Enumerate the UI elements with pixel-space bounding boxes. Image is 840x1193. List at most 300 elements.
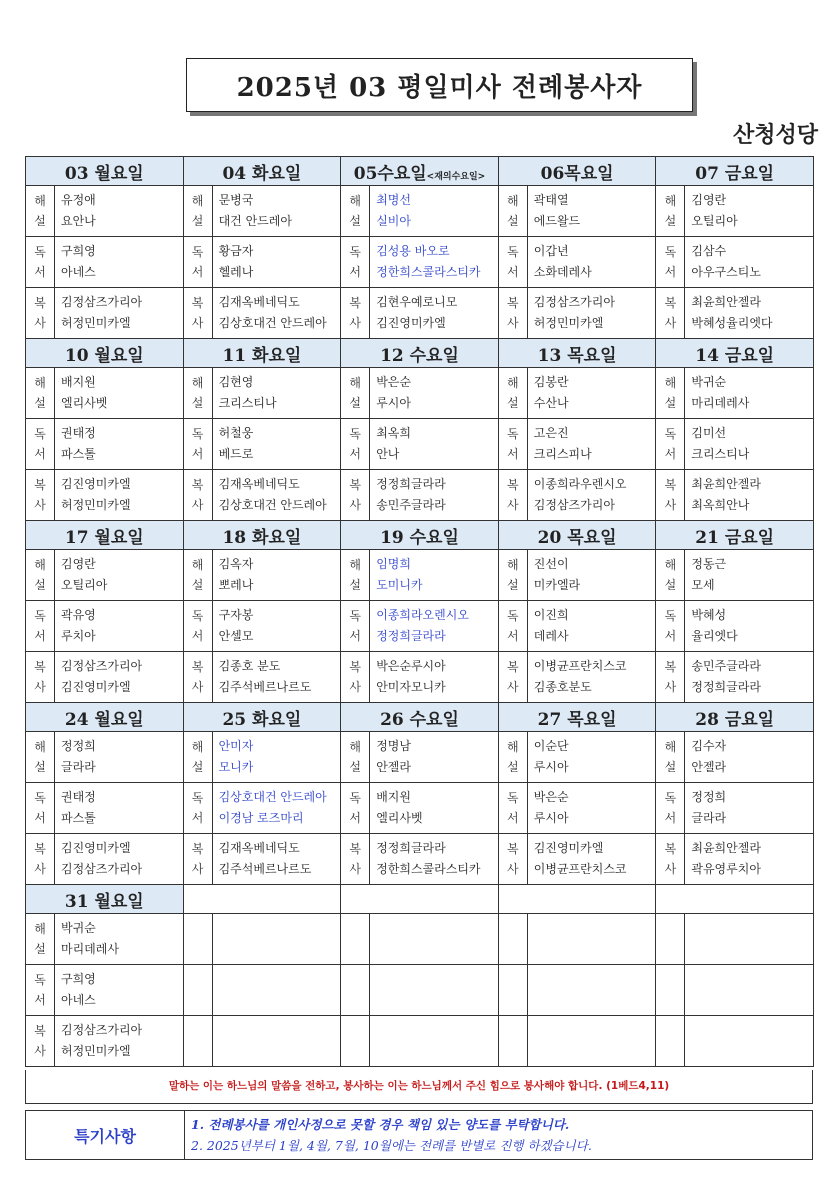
role-char: 설 xyxy=(191,214,204,228)
role-char: 독 xyxy=(34,973,46,987)
empty-cell xyxy=(656,914,685,965)
role-char: 독 xyxy=(506,245,519,259)
empty-cell xyxy=(685,965,814,1016)
volunteer-name: 루치아 xyxy=(61,629,96,643)
day-header xyxy=(183,339,341,368)
empty-cell xyxy=(341,1016,370,1067)
volunteer-name: 소화데레사 xyxy=(533,265,592,279)
role-char: 사 xyxy=(349,862,361,876)
role-label xyxy=(26,550,55,601)
role-char: 해 xyxy=(191,740,204,754)
volunteer-name: 김삼수 xyxy=(691,244,727,258)
assigned-names xyxy=(55,965,184,1016)
role-char: 사 xyxy=(506,680,519,694)
assigned-names xyxy=(527,834,656,885)
volunteer-name: 곽유영루치아 xyxy=(691,862,761,876)
empty-cell xyxy=(341,914,370,965)
role-row xyxy=(26,237,814,288)
volunteer-name: 김미선 xyxy=(691,426,727,440)
day-header xyxy=(498,703,656,732)
role-char: 복 xyxy=(34,842,46,856)
role-char: 독 xyxy=(349,245,361,259)
role-char: 사 xyxy=(34,862,46,876)
role-char: 서 xyxy=(506,629,519,643)
volunteer-name: 김정삼즈가리아 xyxy=(61,862,143,876)
role-label xyxy=(26,368,55,419)
role-label xyxy=(656,237,685,288)
role-label xyxy=(183,186,212,237)
role-char: 복 xyxy=(664,478,677,492)
assigned-names xyxy=(527,601,656,652)
day-sublabel: <재의수요일> xyxy=(426,171,486,182)
role-label xyxy=(183,470,212,521)
volunteer-name: 박혜성율리엣다 xyxy=(691,316,773,330)
role-char: 해 xyxy=(191,194,204,208)
volunteer-name: 김진영미카엘 xyxy=(533,841,604,855)
volunteer-name: 크리스티나 xyxy=(691,447,750,461)
role-char: 설 xyxy=(191,396,204,410)
role-char: 복 xyxy=(34,1024,46,1038)
role-label xyxy=(656,783,685,834)
empty-cell xyxy=(183,1016,212,1067)
role-label xyxy=(498,652,527,703)
volunteer-name: 글라라 xyxy=(61,760,96,774)
assigned-names xyxy=(55,368,184,419)
role-char: 사 xyxy=(506,498,519,512)
role-char: 설 xyxy=(191,760,204,774)
assigned-names xyxy=(212,550,341,601)
volunteer-name: 안셀모 xyxy=(218,629,254,643)
role-char: 복 xyxy=(664,296,677,310)
role-char: 복 xyxy=(349,478,361,492)
role-char: 설 xyxy=(506,214,519,228)
volunteer-name: 이경남 로즈마리 xyxy=(218,811,304,825)
role-label xyxy=(26,914,55,965)
volunteer-name: 이갑년 xyxy=(533,244,569,258)
assigned-names xyxy=(212,834,341,885)
role-label xyxy=(498,550,527,601)
role-label xyxy=(341,601,370,652)
volunteer-name: 허정민미카엘 xyxy=(533,316,604,330)
empty-cell xyxy=(212,1016,341,1067)
assigned-names xyxy=(685,732,814,783)
role-label xyxy=(183,732,212,783)
volunteer-name: 김상호대건 안드레아 xyxy=(218,316,327,330)
role-char: 독 xyxy=(664,791,677,805)
volunteer-name: 이종희라오렌시오 xyxy=(376,608,469,622)
role-label xyxy=(183,652,212,703)
role-char: 해 xyxy=(664,740,677,754)
role-char: 해 xyxy=(34,376,46,390)
role-char: 설 xyxy=(191,578,204,592)
role-char: 독 xyxy=(34,609,46,623)
assigned-names xyxy=(55,834,184,885)
role-row xyxy=(26,652,814,703)
role-char: 복 xyxy=(506,296,519,310)
empty-header-cell xyxy=(498,885,656,914)
role-char: 해 xyxy=(349,376,361,390)
volunteer-name: 글라라 xyxy=(691,811,727,825)
day-header xyxy=(341,703,499,732)
volunteer-name: 송민주글라라 xyxy=(691,659,761,673)
volunteer-name: 박귀순 xyxy=(61,921,96,935)
volunteer-name: 루시아 xyxy=(533,760,569,774)
assigned-names xyxy=(55,1016,184,1067)
role-char: 복 xyxy=(191,296,204,310)
assigned-names xyxy=(685,783,814,834)
assigned-names xyxy=(685,601,814,652)
role-char: 서 xyxy=(349,447,361,461)
assigned-names xyxy=(527,783,656,834)
role-char: 복 xyxy=(34,478,46,492)
volunteer-name: 정정희 xyxy=(691,790,727,804)
empty-header-cell xyxy=(183,885,341,914)
role-char: 서 xyxy=(349,265,361,279)
day-header xyxy=(26,157,184,186)
role-char: 서 xyxy=(191,629,204,643)
volunteer-name: 정정희글라라 xyxy=(376,841,446,855)
role-char: 서 xyxy=(664,265,677,279)
role-label xyxy=(341,652,370,703)
empty-cell xyxy=(685,914,814,965)
role-char: 사 xyxy=(664,498,677,512)
role-char: 설 xyxy=(34,578,46,592)
role-label xyxy=(341,419,370,470)
role-char: 사 xyxy=(34,1044,46,1058)
role-label xyxy=(183,783,212,834)
volunteer-name: 김정삼즈가리아 xyxy=(533,498,615,512)
week-header-row xyxy=(26,339,814,368)
volunteer-name: 아네스 xyxy=(61,265,96,279)
role-char: 독 xyxy=(34,791,46,805)
assigned-names xyxy=(685,368,814,419)
assigned-names xyxy=(685,288,814,339)
empty-cell xyxy=(527,965,656,1016)
volunteer-name: 헬레나 xyxy=(218,265,254,279)
role-char: 서 xyxy=(191,447,204,461)
volunteer-name: 도미니카 xyxy=(376,578,423,592)
role-row xyxy=(26,288,814,339)
notes-line-2: 2. 2025년부터 1월, 4월, 7월, 10월에는 전례를 반별로 진행 하겠습니다. xyxy=(191,1138,592,1153)
role-row xyxy=(26,783,814,834)
volunteer-name: 모니카 xyxy=(218,760,254,774)
volunteer-name: 최윤희안젤라 xyxy=(691,295,761,309)
role-label xyxy=(656,601,685,652)
role-label xyxy=(183,419,212,470)
day-label: 04 화요일 xyxy=(222,163,302,184)
assigned-names xyxy=(212,732,341,783)
volunteer-name: 에드왈드 xyxy=(533,214,581,228)
role-label xyxy=(498,732,527,783)
volunteer-name: 정정희글라라 xyxy=(376,477,446,491)
role-char: 서 xyxy=(34,629,46,643)
role-char: 해 xyxy=(506,558,519,572)
role-label xyxy=(26,601,55,652)
volunteer-name: 이병균프란치스코 xyxy=(533,862,627,876)
assigned-names xyxy=(212,237,341,288)
role-char: 해 xyxy=(664,558,677,572)
empty-cell xyxy=(498,965,527,1016)
role-label xyxy=(26,288,55,339)
assigned-names xyxy=(55,419,184,470)
volunteer-name: 이병균프란치스코 xyxy=(533,659,627,673)
volunteer-name: 허철웅 xyxy=(218,426,254,440)
role-label xyxy=(26,186,55,237)
assigned-names xyxy=(685,834,814,885)
volunteer-name: 박은순 xyxy=(376,375,411,389)
volunteer-name: 미카엘라 xyxy=(533,578,581,592)
role-label xyxy=(341,783,370,834)
role-char: 독 xyxy=(506,609,519,623)
empty-header-cell xyxy=(656,885,814,914)
assigned-names xyxy=(55,652,184,703)
assigned-names xyxy=(212,288,341,339)
day-header xyxy=(656,703,814,732)
role-char: 복 xyxy=(34,660,46,674)
volunteer-name: 황금자 xyxy=(218,244,254,258)
day-header xyxy=(498,521,656,550)
empty-cell xyxy=(212,914,341,965)
day-header xyxy=(498,339,656,368)
role-char: 서 xyxy=(34,265,46,279)
assigned-names xyxy=(55,470,184,521)
role-char: 복 xyxy=(349,660,361,674)
day-header xyxy=(341,157,499,186)
role-label xyxy=(26,652,55,703)
assigned-names xyxy=(370,652,499,703)
volunteer-name: 김영란 xyxy=(691,193,727,207)
role-char: 복 xyxy=(191,660,204,674)
assigned-names xyxy=(55,288,184,339)
role-label xyxy=(26,1016,55,1067)
assigned-names xyxy=(685,470,814,521)
role-label xyxy=(26,834,55,885)
role-label xyxy=(498,601,527,652)
assigned-names xyxy=(685,652,814,703)
assigned-names xyxy=(370,732,499,783)
day-label: 07 금요일 xyxy=(695,163,775,184)
role-char: 설 xyxy=(349,578,361,592)
role-label xyxy=(656,186,685,237)
notes-line-1: 1. 전례봉사를 개인사정으로 못할 경우 책임 있는 양도를 부탁합니다. xyxy=(191,1117,570,1132)
empty-cell xyxy=(370,965,499,1016)
role-char: 서 xyxy=(34,811,46,825)
role-char: 복 xyxy=(191,842,204,856)
empty-cell xyxy=(370,1016,499,1067)
role-label xyxy=(183,368,212,419)
volunteer-name: 김주석베르나르도 xyxy=(218,862,312,876)
role-char: 독 xyxy=(191,609,204,623)
volunteer-name: 김상호대건 안드레아 xyxy=(218,498,327,512)
role-label xyxy=(26,470,55,521)
volunteer-name: 유정애 xyxy=(61,193,96,207)
role-char: 해 xyxy=(349,194,361,208)
role-label xyxy=(498,368,527,419)
volunteer-name: 김정삼즈가리아 xyxy=(61,295,143,309)
role-char: 해 xyxy=(34,740,46,754)
volunteer-name: 최명선 xyxy=(376,193,411,207)
assigned-names xyxy=(527,368,656,419)
day-header xyxy=(26,703,184,732)
role-char: 설 xyxy=(664,578,677,592)
role-label xyxy=(341,470,370,521)
volunteer-name: 김성용 바오로 xyxy=(376,244,450,258)
role-char: 사 xyxy=(34,316,46,330)
volunteer-name: 최옥희 xyxy=(376,426,411,440)
role-char: 해 xyxy=(191,558,204,572)
role-char: 설 xyxy=(34,214,46,228)
role-char: 사 xyxy=(506,862,519,876)
volunteer-name: 김진영미카엘 xyxy=(61,477,131,491)
role-char: 독 xyxy=(349,427,361,441)
week-header-row xyxy=(26,703,814,732)
role-char: 사 xyxy=(664,680,677,694)
role-char: 설 xyxy=(349,396,361,410)
volunteer-name: 박은순루시아 xyxy=(376,659,446,673)
notes-box xyxy=(25,1110,813,1160)
role-char: 서 xyxy=(664,629,677,643)
role-label xyxy=(26,419,55,470)
volunteer-name: 안젤라 xyxy=(691,760,727,774)
assigned-names xyxy=(55,186,184,237)
assigned-names xyxy=(370,368,499,419)
role-label xyxy=(498,419,527,470)
empty-cell xyxy=(498,1016,527,1067)
volunteer-name: 김재옥베네딕도 xyxy=(218,477,300,491)
role-char: 설 xyxy=(664,214,677,228)
empty-cell xyxy=(685,1016,814,1067)
volunteer-name: 엘리사벳 xyxy=(376,811,423,825)
volunteer-name: 최윤희안젤라 xyxy=(691,841,761,855)
volunteer-name: 정정희 xyxy=(61,739,96,753)
role-char: 해 xyxy=(34,194,46,208)
volunteer-name: 김종호 분도 xyxy=(218,659,281,673)
volunteer-name: 안미자 xyxy=(218,739,254,753)
assigned-names xyxy=(685,419,814,470)
day-header xyxy=(656,339,814,368)
day-label: 24 월요일 xyxy=(64,709,144,730)
day-label: 06목요일 xyxy=(540,163,614,184)
role-row xyxy=(26,1016,814,1067)
assigned-names xyxy=(212,652,341,703)
volunteer-name: 김현우예로니모 xyxy=(376,295,458,309)
empty-cell xyxy=(341,965,370,1016)
day-label: 19 수요일 xyxy=(380,527,459,548)
volunteer-name: 김재옥베네딕도 xyxy=(218,841,300,855)
day-label: 25 화요일 xyxy=(222,709,302,730)
role-char: 설 xyxy=(349,760,361,774)
role-label xyxy=(341,834,370,885)
volunteer-name: 율리엣다 xyxy=(691,629,738,643)
assigned-names xyxy=(370,601,499,652)
role-char: 사 xyxy=(191,498,204,512)
volunteer-name: 구희영 xyxy=(61,972,96,986)
volunteer-name: 수산나 xyxy=(533,396,569,410)
volunteer-name: 김영란 xyxy=(61,557,96,571)
assigned-names xyxy=(55,914,184,965)
role-row xyxy=(26,732,814,783)
assigned-names xyxy=(527,237,656,288)
volunteer-name: 대건 안드레아 xyxy=(218,214,292,228)
role-char: 사 xyxy=(506,316,519,330)
volunteer-name: 김현영 xyxy=(218,375,254,389)
role-char: 해 xyxy=(664,194,677,208)
day-header xyxy=(341,339,499,368)
volunteer-name: 허정민미카엘 xyxy=(61,1044,131,1058)
role-char: 사 xyxy=(191,862,204,876)
role-row xyxy=(26,550,814,601)
volunteer-name: 안젤라 xyxy=(376,760,411,774)
day-label: 12 수요일 xyxy=(380,345,459,366)
day-label: 20 목요일 xyxy=(537,527,617,548)
volunteer-name: 박혜성 xyxy=(691,608,727,622)
role-row xyxy=(26,834,814,885)
volunteer-name: 김상호대건 안드레아 xyxy=(218,790,327,804)
day-label: 31 월요일 xyxy=(64,891,144,912)
day-header xyxy=(183,703,341,732)
role-char: 독 xyxy=(349,609,361,623)
assigned-names xyxy=(370,783,499,834)
volunteer-name: 문병국 xyxy=(218,193,254,207)
volunteer-name: 요안나 xyxy=(61,214,96,228)
assigned-names xyxy=(212,601,341,652)
volunteer-name: 안나 xyxy=(376,447,400,461)
assigned-names xyxy=(55,732,184,783)
assigned-names xyxy=(370,237,499,288)
role-label xyxy=(183,834,212,885)
role-char: 해 xyxy=(191,376,204,390)
role-char: 복 xyxy=(191,478,204,492)
role-row xyxy=(26,419,814,470)
role-char: 복 xyxy=(664,842,677,856)
day-label: 28 금요일 xyxy=(695,709,775,730)
empty-cell xyxy=(656,1016,685,1067)
volunteer-name: 김진영미카엘 xyxy=(61,841,131,855)
role-char: 서 xyxy=(191,265,204,279)
volunteer-name: 박귀순 xyxy=(691,375,727,389)
assigned-names xyxy=(527,186,656,237)
volunteer-name: 배지원 xyxy=(61,375,96,389)
role-char: 서 xyxy=(506,265,519,279)
volunteer-name: 김정삼즈가리아 xyxy=(61,659,143,673)
role-char: 독 xyxy=(34,245,46,259)
volunteer-name: 파스톨 xyxy=(61,447,96,461)
role-row xyxy=(26,368,814,419)
volunteer-name: 허정민미카엘 xyxy=(61,498,131,512)
assigned-names xyxy=(370,470,499,521)
volunteer-name: 배지원 xyxy=(376,790,411,804)
volunteer-name: 김재옥베네딕도 xyxy=(218,295,300,309)
assigned-names xyxy=(55,550,184,601)
assigned-names xyxy=(55,783,184,834)
volunteer-name: 정명남 xyxy=(376,739,411,753)
empty-cell xyxy=(656,965,685,1016)
role-char: 사 xyxy=(191,316,204,330)
volunteer-name: 뽀레나 xyxy=(218,578,254,592)
role-row xyxy=(26,914,814,965)
role-char: 독 xyxy=(191,245,204,259)
role-label xyxy=(341,288,370,339)
role-label xyxy=(183,237,212,288)
volunteer-name: 송민주글라라 xyxy=(376,498,446,512)
role-char: 사 xyxy=(664,862,677,876)
assigned-names xyxy=(212,419,341,470)
role-char: 복 xyxy=(506,842,519,856)
role-label xyxy=(26,237,55,288)
role-char: 사 xyxy=(349,498,361,512)
assigned-names xyxy=(527,470,656,521)
bible-quote: 말하는 이는 하느님의 말씀을 전하고, 봉사하는 이는 하느님께서 주신 힘으로 봉사해야 합니다. (1베드4,11) xyxy=(25,1070,813,1104)
